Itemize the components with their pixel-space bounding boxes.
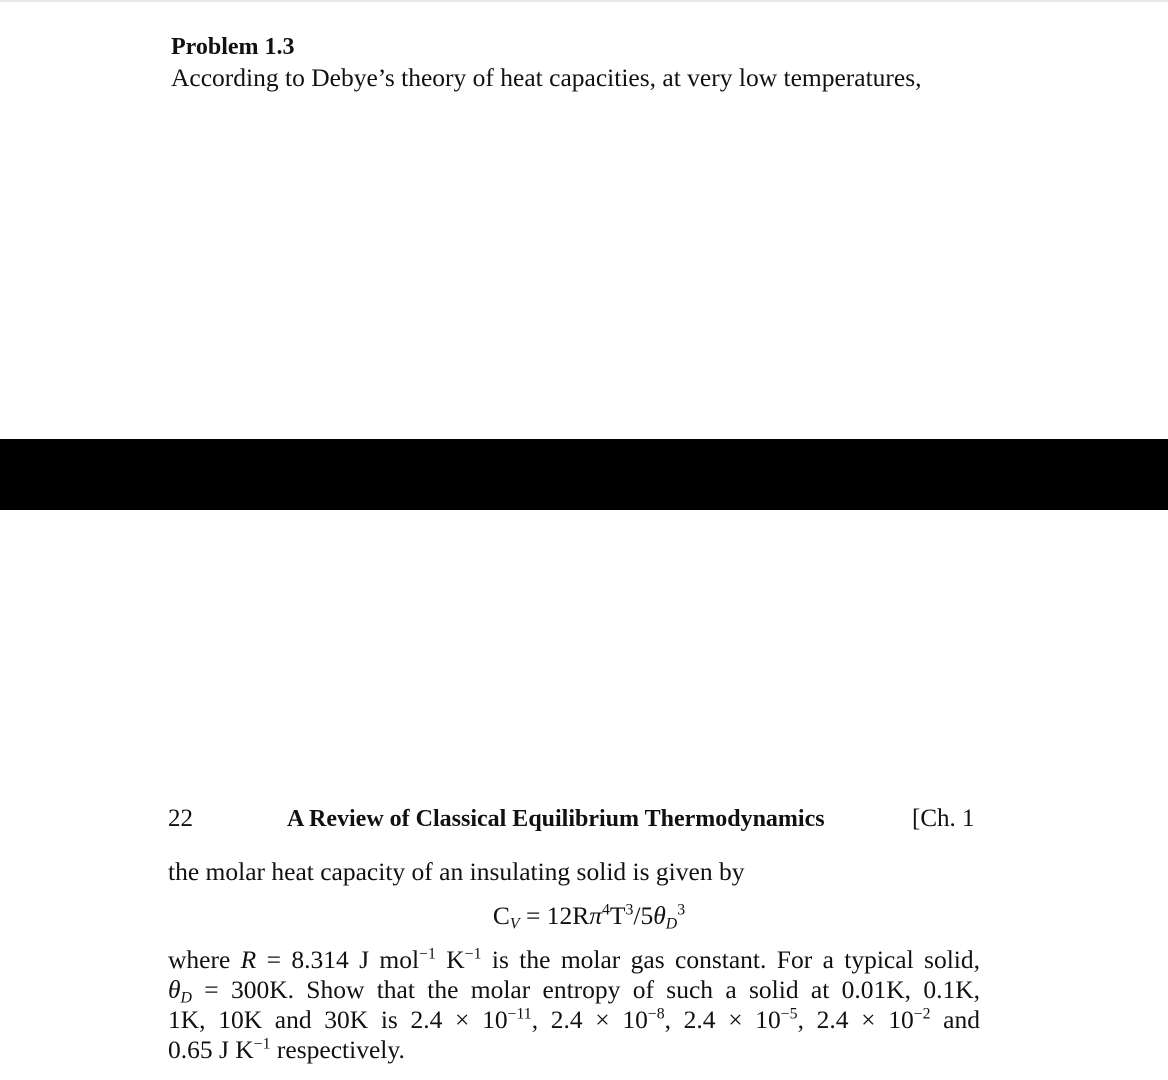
chapter-reference: [Ch. 1	[912, 805, 975, 832]
running-head	[0, 801, 1168, 837]
problem-title: Problem 1.3	[171, 34, 295, 60]
problem-intro-text: According to Debye’s theory of heat capacities, at very low temperatures,	[171, 63, 922, 92]
running-title: A Review of Classical Equilibrium Thermodynamics	[287, 806, 825, 832]
page-top-edge	[0, 0, 1168, 2]
body-text-line: the molar heat capacity of an insulating solid is given by	[168, 857, 745, 886]
paragraph-line: 0.65 J $K^{-1}$ respectively.	[168, 1035, 405, 1064]
problem-paragraph	[168, 945, 980, 1065]
redaction-band	[0, 439, 1168, 510]
paragraph-line: where R = 8.314 J mol$^{-1}$ $K^{-1}$ is the molar gas constant. For a typical solid,	[168, 945, 980, 974]
paragraph-line: 1K, 10K and 30K is $2.4 \times 10^{-11}$, $2.4 \times 10^{-8}$, $2.4 \times 10^{-5}$, $2.4 \times 10^{-2}$ and	[168, 1005, 980, 1034]
heat-capacity-equation: $C_V = 12R\pi^4T^3/5\theta_D^3$	[492, 901, 686, 933]
page-number: 22	[168, 805, 193, 832]
paragraph-line: $\theta_D = 300K$. Show that the molar entropy of such a solid at 0.01K, 0.1K,	[168, 975, 980, 1007]
